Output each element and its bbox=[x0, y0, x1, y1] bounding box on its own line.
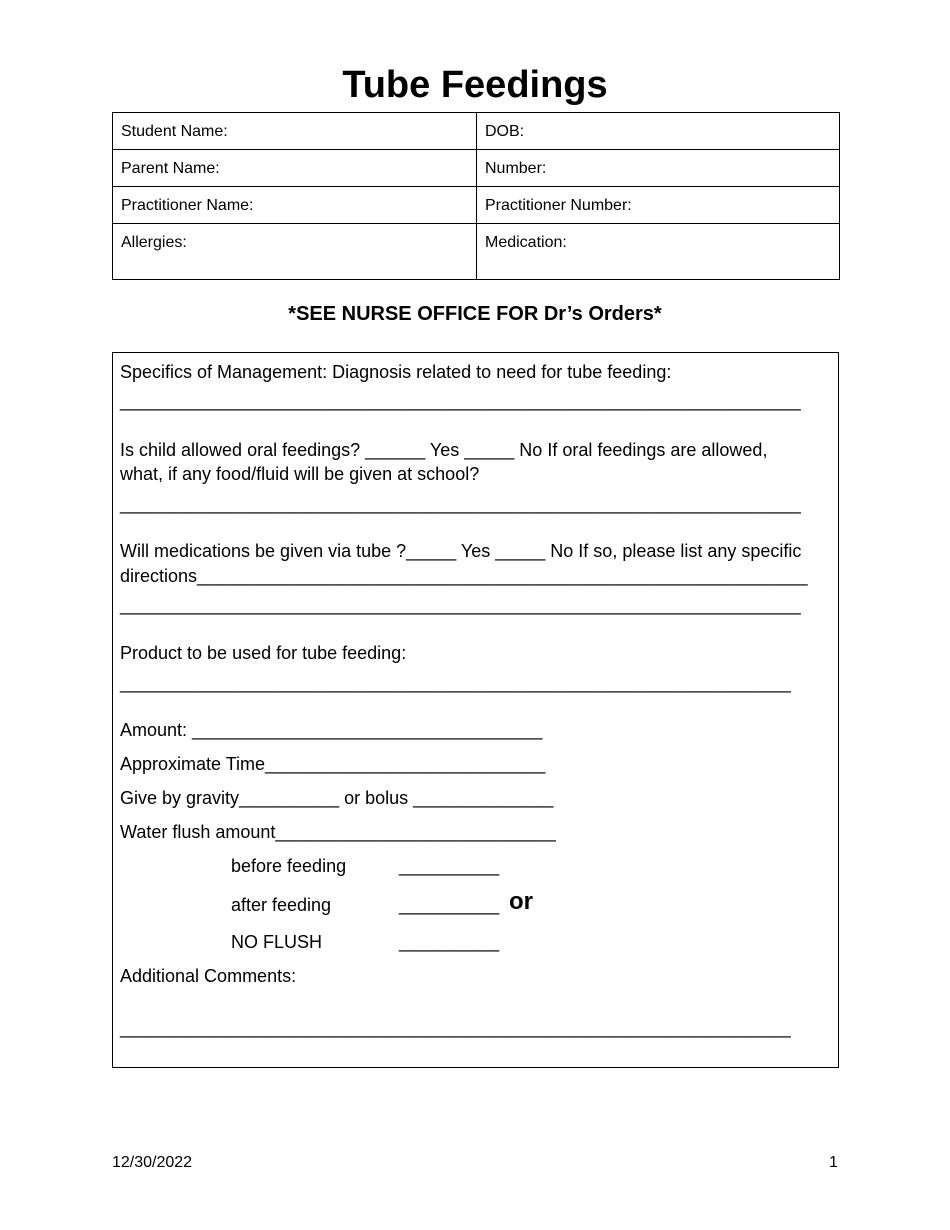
gravity-bolus-field[interactable]: Give by gravity__________ or bolus ______________ bbox=[120, 788, 554, 808]
no-flush-label: NO FLUSH bbox=[231, 932, 323, 952]
dob-field[interactable]: DOB: bbox=[477, 113, 840, 150]
product-answer-line[interactable]: ___________________________________________________________________ bbox=[120, 673, 791, 693]
medication-field[interactable]: Medication: bbox=[477, 224, 840, 280]
student-name-field[interactable]: Student Name: bbox=[113, 113, 477, 150]
oral-feedings-question-cont: what, if any food/fluid will be given at school? bbox=[120, 464, 480, 484]
medications-question[interactable]: Will medications be given via tube ?_____ Yes _____ No If so, please list any specific bbox=[120, 541, 802, 561]
practitioner-number-field[interactable]: Practitioner Number: bbox=[477, 187, 840, 224]
page-title: Tube Feedings bbox=[342, 64, 608, 106]
before-feeding-blank[interactable]: __________ bbox=[399, 856, 500, 876]
medications-answer-line[interactable]: ____________________________________________________________________ bbox=[120, 595, 801, 615]
amount-field[interactable]: Amount: ___________________________________ bbox=[120, 720, 543, 740]
oral-feedings-question[interactable]: Is child allowed oral feedings? ______ Yes _____ No If oral feedings are allowed, bbox=[120, 440, 768, 460]
before-feeding-label: before feeding bbox=[231, 856, 347, 876]
additional-comments-label: Additional Comments: bbox=[120, 966, 297, 986]
or-label: or bbox=[509, 888, 533, 915]
water-flush-field[interactable]: Water flush amount____________________________ bbox=[120, 822, 556, 842]
number-field[interactable]: Number: bbox=[477, 150, 840, 187]
page-number: 1 bbox=[829, 1154, 838, 1171]
no-flush-blank[interactable]: __________ bbox=[399, 932, 500, 952]
additional-comments-line[interactable]: ___________________________________________________________________ bbox=[120, 1018, 791, 1038]
specifics-question: Specifics of Management: Diagnosis related to need for tube feeding: bbox=[120, 362, 672, 382]
practitioner-name-field[interactable]: Practitioner Name: bbox=[113, 187, 477, 224]
approximate-time-field[interactable]: Approximate Time____________________________ bbox=[120, 754, 546, 774]
nurse-office-notice: *SEE NURSE OFFICE FOR Dr’s Orders* bbox=[288, 303, 662, 325]
footer-date: 12/30/2022 bbox=[112, 1154, 193, 1171]
after-feeding-blank[interactable]: __________ bbox=[399, 895, 500, 915]
student-info-table bbox=[112, 112, 840, 280]
allergies-field[interactable]: Allergies: bbox=[113, 224, 477, 280]
oral-feedings-answer-line[interactable]: ____________________________________________________________________ bbox=[120, 494, 801, 514]
product-question: Product to be used for tube feeding: bbox=[120, 643, 407, 663]
specifics-answer-line[interactable]: ____________________________________________________________________ bbox=[120, 391, 801, 411]
parent-name-field[interactable]: Parent Name: bbox=[113, 150, 477, 187]
medications-directions[interactable]: directions_____________________________________________________________ bbox=[120, 566, 808, 586]
after-feeding-label: after feeding bbox=[231, 895, 332, 915]
